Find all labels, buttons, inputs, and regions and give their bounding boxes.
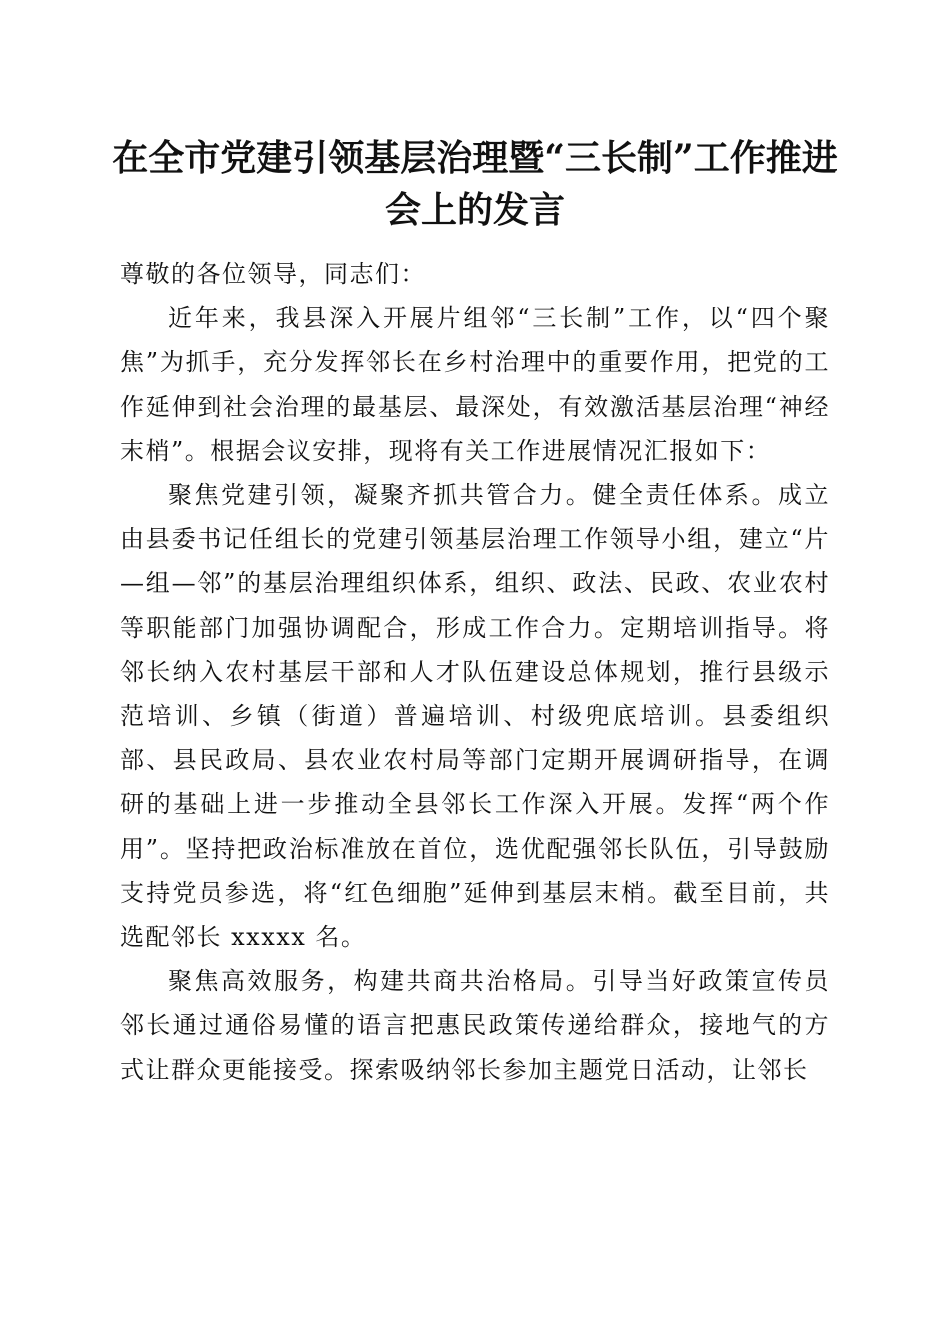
paragraph-efficient-service: 聚焦高效服务，构建共商共治格局。引导当好政策宣传员邻长通过通俗易懂的语言把惠民政策传递给群众，接地气的方式让群众更能接受。探索吸纳邻长参加主题党日活动，让邻长 — [120, 967, 830, 1084]
document-title: 在全市党建引领基层治理暨“三长制”工作推进会上的发言 — [112, 137, 838, 231]
document-body — [120, 252, 830, 1092]
paragraph-intro: 近年来，我县深入开展片组邻“三长制”工作，以“四个聚焦”为抓手，充分发挥邻长在乡村治理中的重要作用，把党的工作延伸到社会治理的最基层、最深处，有效激活基层治理“神经末梢”。根据会议安排，现将有关工作进展情况汇报如下： — [120, 304, 830, 465]
salutation: 尊敬的各位领导，同志们： — [120, 260, 426, 288]
paragraph-party-building: 聚焦党建引领，凝聚齐抓共管合力。健全责任体系。成立由县委书记任组长的党建引领基层治理工作领导小组，建立“片—组—邻”的基层治理组织体系，组织、政法、民政、农业农村等职能部门加强协调配合，形成工作合力。定期培训指导。将邻长纳入农村基层干部和人才队伍建设总体规划，推行县级示范培训、乡镇（街道）普遍培训、村级兜底培训。县委组织部、县民政局、县农业农村局等部门定期开展调研指导，在调研的基础上进一步推动全县邻长工作深入开展。发挥“两个作用”。坚持把政治标准放在首位，选优配强邻长队伍，引导鼓励支持党员参选，将“红色细胞”延伸到基层末梢。截至目前，共选配邻长 xxxxx 名。 — [120, 481, 830, 952]
